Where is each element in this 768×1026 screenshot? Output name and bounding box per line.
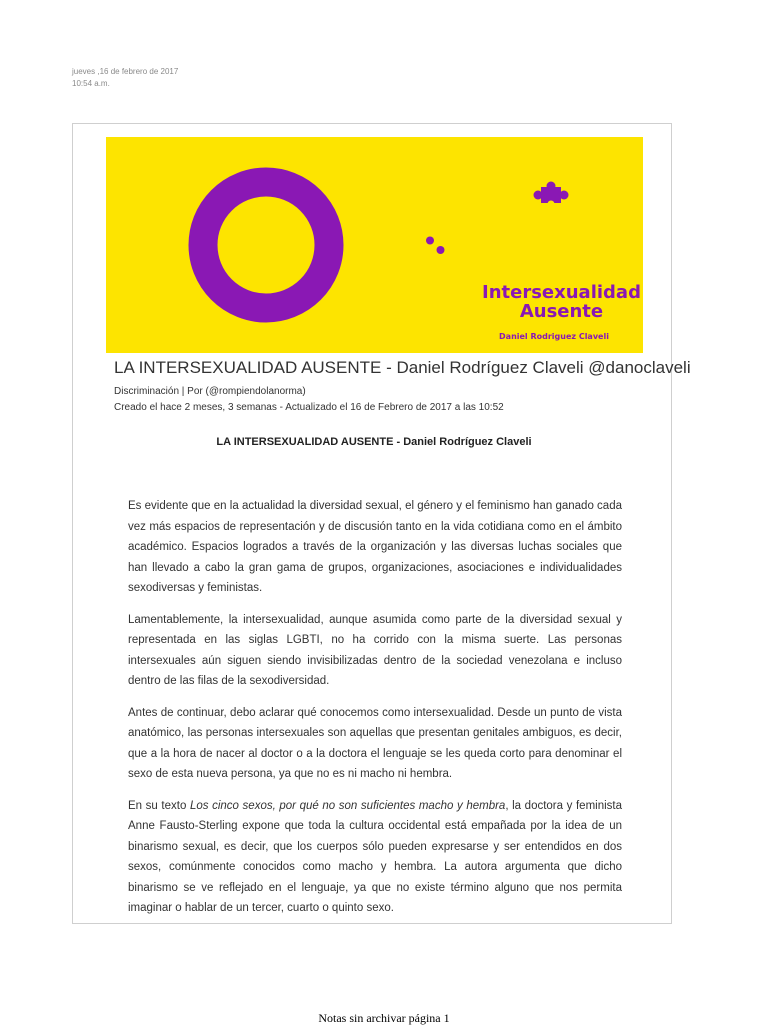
article-heading: LA INTERSEXUALIDAD AUSENTE - Daniel Rodríguez Claveli [216, 436, 532, 448]
article-paragraph: Antes de continuar, debo aclarar qué conocemos como intersexualidad. Desde un punto de vista anatómico, las personas intersexuales son aquellas que presentan genitales ambiguos, es decir, que a la hora de nacer al doctor o a la doctora el lenguaje se les queda corto para denominar el sexo de esta nueva persona, ya que no es ni macho ni hembra. [128, 706, 622, 780]
paragraph4-prefix: En su texto [128, 799, 190, 812]
banner-title-line1: Intersexualidad [482, 282, 641, 303]
intersex-ring-symbol [203, 182, 329, 308]
print-time: 10:54 a.m. [72, 79, 110, 88]
banner-author: Daniel Rodriguez Claveli [499, 332, 609, 341]
article-banner [106, 137, 643, 353]
paragraph4-suffix: , la doctora y feminista Anne Fausto-Sterling expone que toda la cultura occidental está empañada por la idea de un binarismo sexual, es decir, que los cuerpos sólo pueden expresarse y ser entendidos en dos sexos, comúnmente conocidos como macho y hembra. La autora argumenta que dicho binarismo se ve reflejado en el lenguaje, ya que no existe término alguno que nos permita imaginar o hablar de un tercer, cuarto o quinto sexo. [128, 799, 623, 914]
page-footer: Notas sin archivar página 1 [318, 1011, 450, 1025]
banner-title [482, 283, 641, 321]
puzzle-piece-icon-ring [426, 226, 457, 255]
article-paragraph: Es evidente que en la actualidad la diversidad sexual, el género y el feminismo han ganado cada vez más espacios de representación y de discusión tanto en la vida cotidiana como en el ámbito académico. Espacios logrados a través de la organización y las diversas luchas sociales que han llevado a cabo la gran gama de grupos, organizaciones, asociaciones e individualidades sexodiversas y feministas. [128, 500, 622, 594]
puzzle-piece-icon [534, 182, 569, 208]
post-meta [114, 384, 504, 416]
article-paragraph: Lamentablemente, la intersexualidad, aunque asumida como parte de la diversidad sexual y representada en las siglas LGBTI, no ha corrido con la misma suerte. Las personas intersexuales aún siguen siendo invisibilizadas dentro de la sociedad venezolana e incluso dentro de las filas de la sexodiversidad. [128, 613, 622, 687]
print-header [72, 66, 178, 90]
post-category[interactable]: Discriminación | Por (@rompiendolanorma) [114, 386, 306, 397]
print-date: jueves ,16 de febrero de 2017 [72, 67, 179, 76]
article-body [128, 496, 622, 930]
book-title: Los cinco sexos, por qué no son suficientes macho y hembra [189, 799, 506, 812]
article-paragraph [128, 796, 622, 919]
post-title[interactable]: LA INTERSEXUALIDAD AUSENTE - Daniel Rodríguez Claveli @danoclaveli [114, 358, 691, 377]
post-dates: Creado el hace 2 meses, 3 semanas - Actualizado el 16 de Febrero de 2017 a las 10:52 [114, 402, 504, 413]
banner-title-line2: Ausente [519, 301, 604, 322]
